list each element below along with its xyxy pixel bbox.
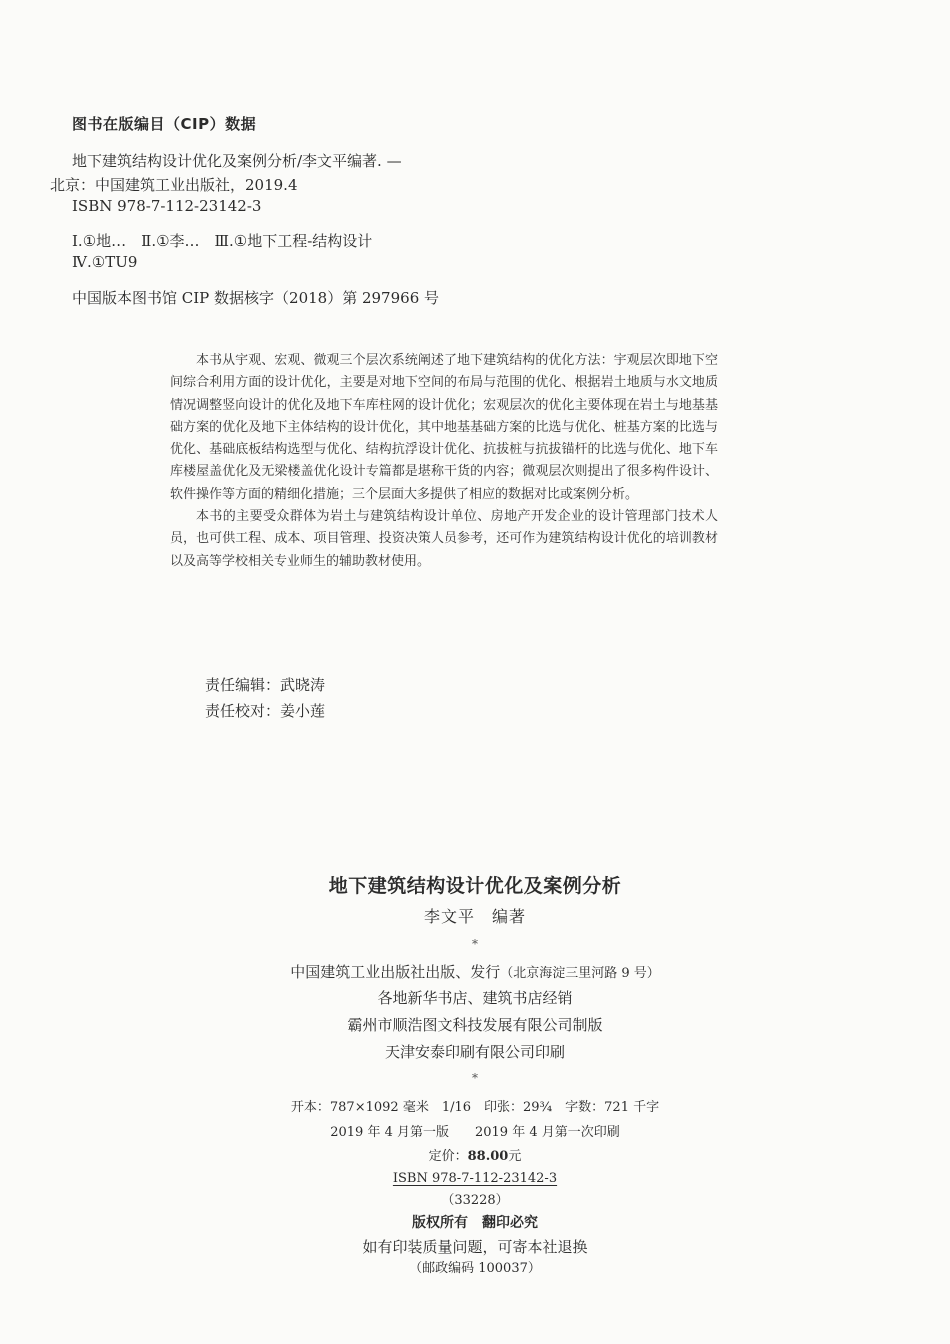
- cip-classification-line-1: Ⅰ.①地… Ⅱ.①李… Ⅲ.①地下工程-结构设计: [72, 232, 373, 250]
- publisher-name: 中国建筑工业出版社出版、发行: [290, 963, 501, 981]
- copyright-notice: [0, 1212, 950, 1232]
- edition-info: 2019 年 4 月第一版 2019 年 4 月第一次印刷: [330, 1125, 620, 1140]
- colophon-isbn-text: ISBN 978-7-112-23142-3: [392, 1171, 558, 1186]
- book-code: （33228）: [441, 1193, 509, 1208]
- responsible-editor: 责任编辑：武晓涛: [205, 676, 326, 694]
- postcode: （邮政编码 100037）: [409, 1261, 541, 1276]
- colophon-isbn: [0, 1171, 950, 1186]
- price-line: [0, 1145, 950, 1164]
- cip-catalog-number: 中国版本图书馆 CIP 数据核字（2018）第 297966 号: [72, 289, 440, 307]
- book-title: 地下建筑结构设计优化及案例分析: [328, 875, 622, 897]
- piracy-prohibited: 翻印必究: [482, 1215, 538, 1231]
- cip-classification-line-2: Ⅳ.①TU9: [72, 253, 138, 271]
- description-paragraph-2: 本书的主要受众群体为岩土与建筑结构设计单位、房地产开发企业的设计管理部门技术人员，也可供工程、成本、项目管理、投资决策人员参考，还可作为建筑结构设计优化的培训教材以及高等学校相关专业师生的辅助教材使用。: [170, 509, 718, 569]
- return-notice: 如有印装质量问题，可寄本社退换: [362, 1238, 588, 1256]
- publisher-address: （北京海淀三里河路 9 号）: [500, 966, 660, 981]
- separator-star-2: *: [472, 1071, 478, 1085]
- responsible-proofreader: 责任校对：姜小莲: [205, 702, 326, 720]
- typesetter-line: 霸州市顺浩图文科技发展有限公司制版: [347, 1016, 603, 1034]
- cip-isbn: ISBN 978-7-112-23142-3: [72, 197, 262, 215]
- price-label: 定价：: [428, 1149, 468, 1164]
- printer-line: 天津安泰印刷有限公司印刷: [384, 1043, 565, 1061]
- format-specs: 开本：787×1092 毫米 1/16 印张：29¾ 字数：721 千字: [290, 1100, 660, 1115]
- copyright-reserved: 版权所有: [412, 1215, 468, 1231]
- cip-heading: 图书在版编目（CIP）数据: [72, 115, 257, 133]
- price-value: 88.00: [467, 1149, 509, 1164]
- book-description: [170, 350, 718, 573]
- book-author: 李文平 编著: [423, 907, 526, 926]
- cip-title-line: 地下建筑结构设计优化及案例分析/李文平编著. —: [72, 152, 402, 170]
- distributor-line: 各地新华书店、建筑书店经销: [377, 989, 573, 1007]
- price-unit: 元: [508, 1149, 522, 1164]
- separator-star-1: *: [472, 937, 478, 951]
- description-paragraph-1: 本书从宇观、宏观、微观三个层次系统阐述了地下建筑结构的优化方法：宇观层次即地下空间综合利用方面的设计优化，主要是对地下空间的布局与范围的优化、根据岩土地质与水文地质情况调整竖向设计的优化及地下车库柱网的设计优化；宏观层次的优化主要体现在岩土与地基基础方案的优化及地下主体结构的设计优化，其中地基基础方案的比选与优化、桩基方案的比选与优化、基础底板结构选型与优化、结构抗浮设计优化、抗拔桩与抗拔锚杆的比选与优化、地下车库楼屋盖优化及无梁楼盖优化设计专篇都是堪称干货的内容；微观层次则提出了很多构件设计、软件操作等方面的精细化措施；三个层面大多提供了相应的数据对比或案例分析。: [170, 353, 718, 502]
- publisher-line: [0, 961, 950, 982]
- cip-publisher-line: 北京：中国建筑工业出版社，2019.4: [50, 176, 298, 194]
